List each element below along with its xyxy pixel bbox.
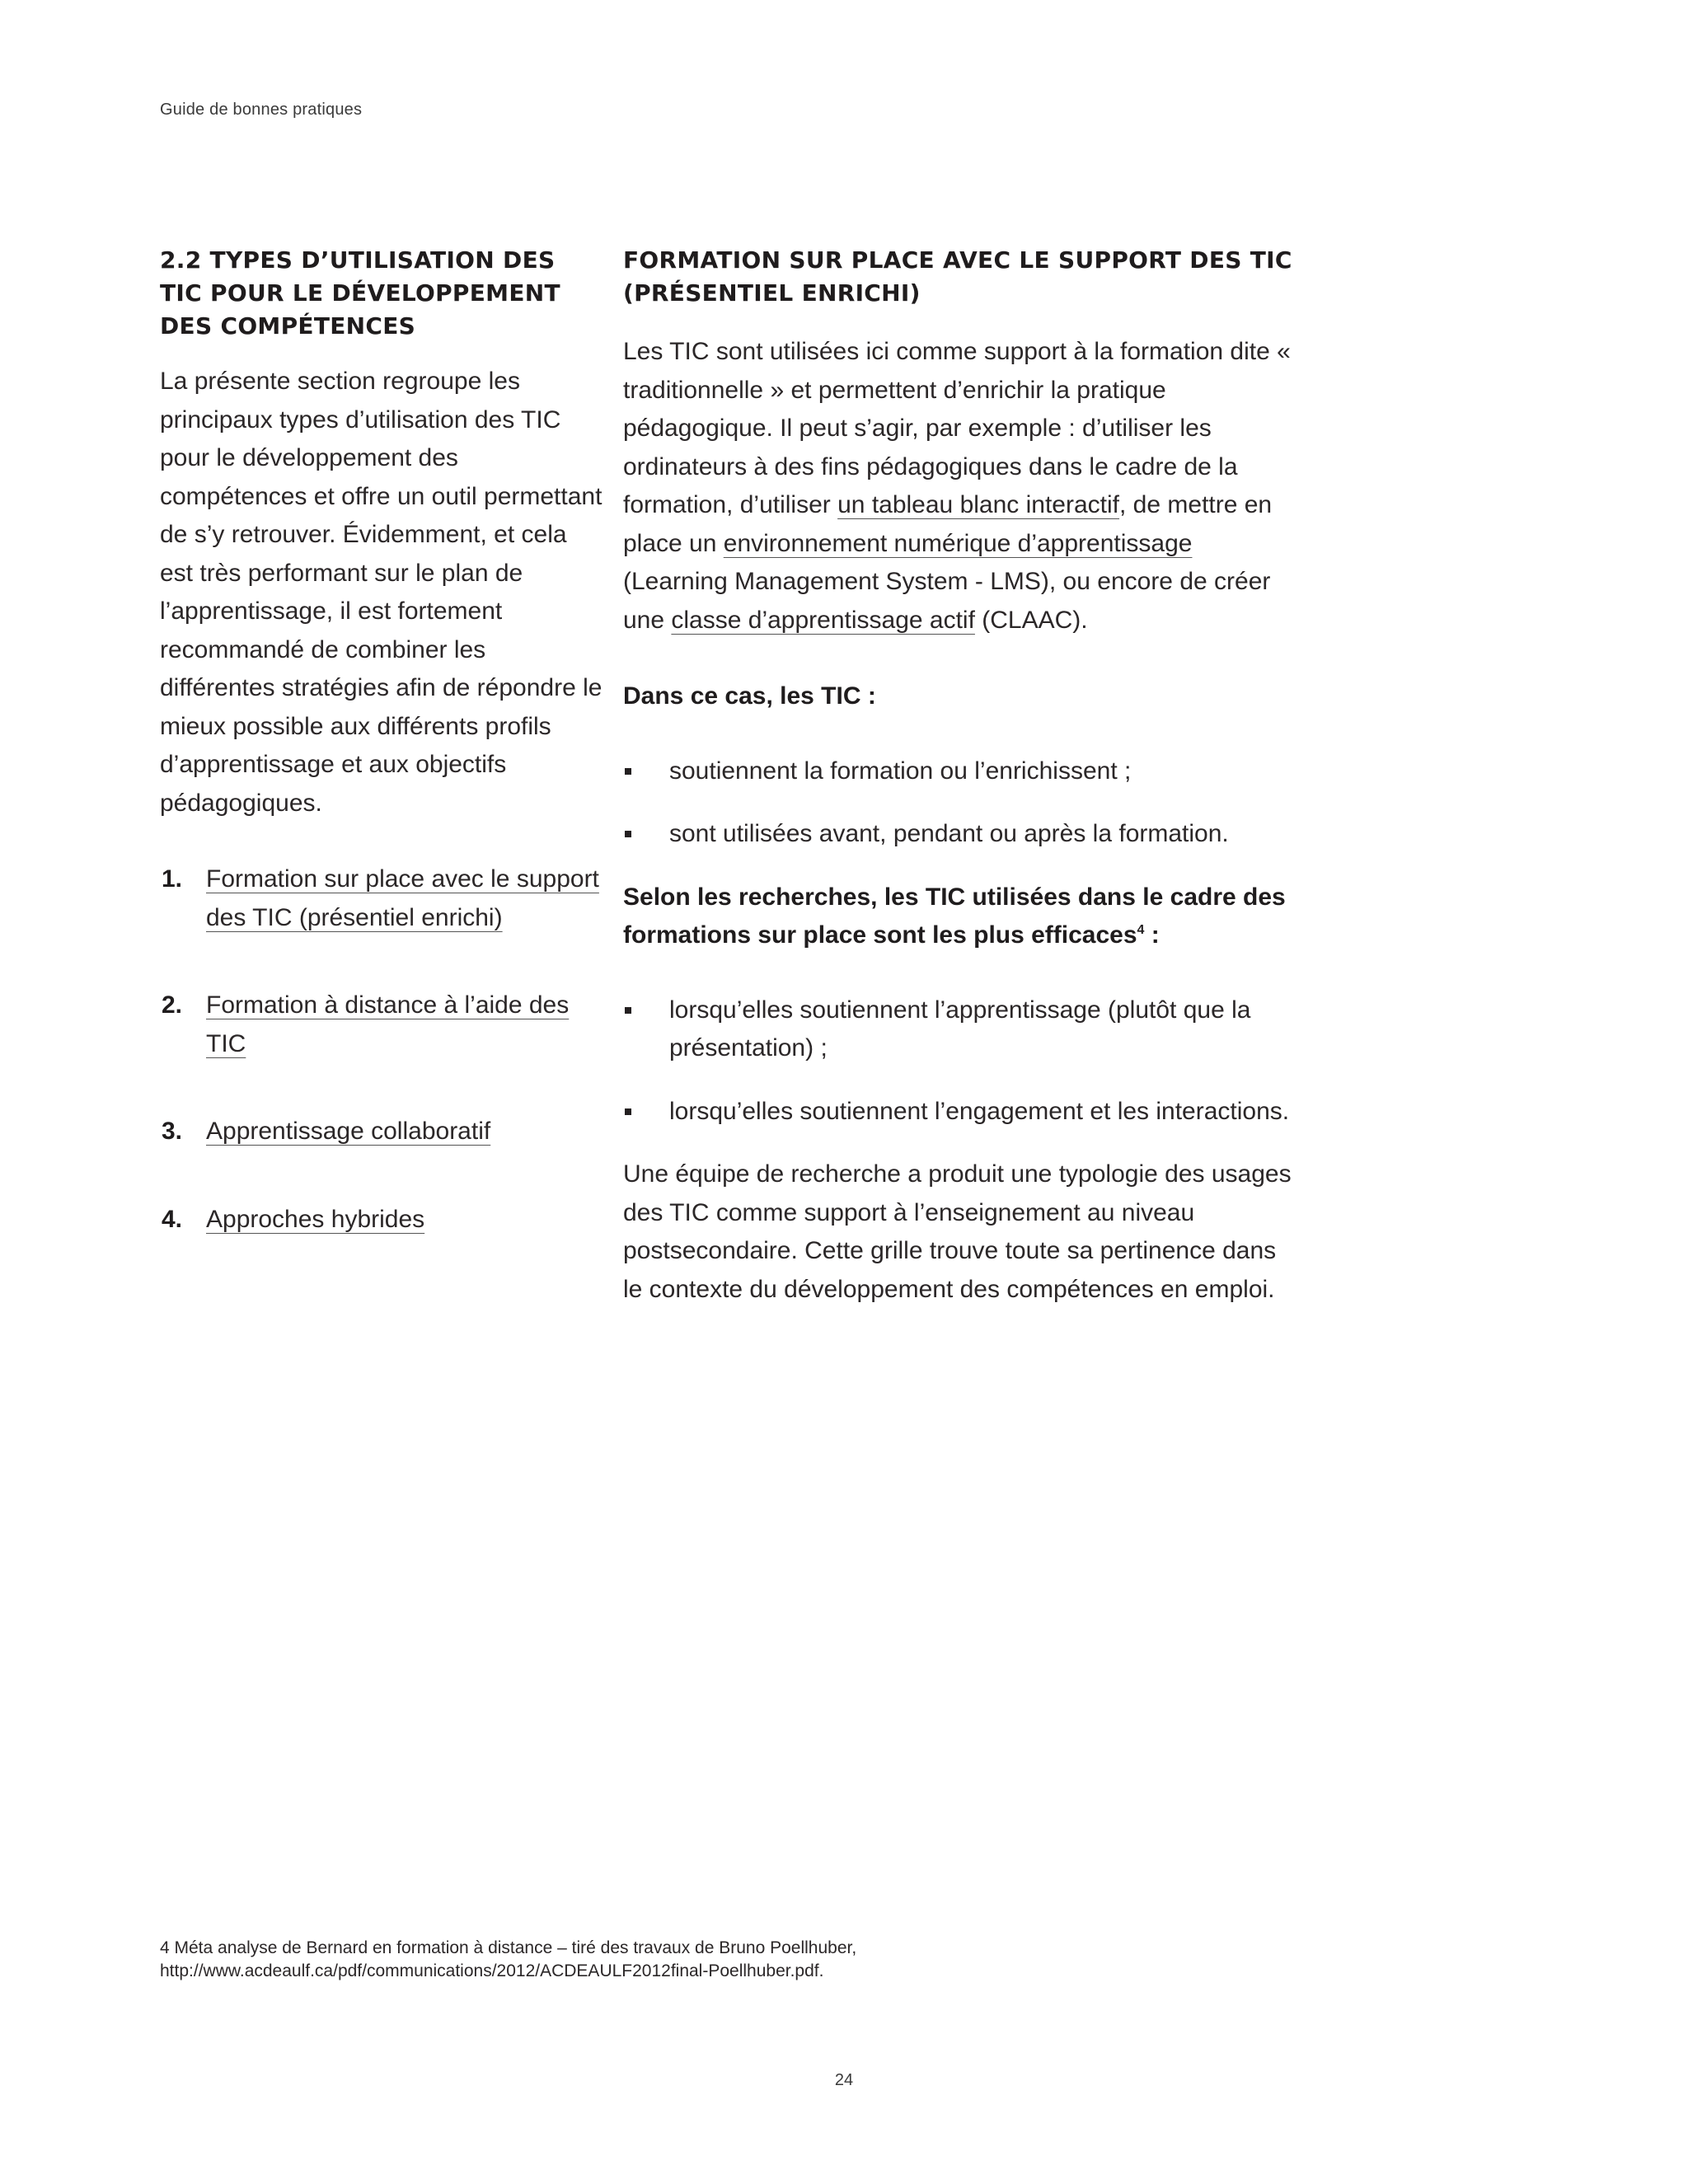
section-toc [160, 860, 605, 1239]
intro-text: , de mettre en place un [623, 491, 1273, 557]
square-bullet-icon [625, 1007, 631, 1014]
toc-number: 1. [162, 865, 183, 893]
toc-item-1 [160, 860, 605, 937]
toc-number: 3. [162, 1118, 183, 1145]
section-heading: 2.2 TYPES D’UTILISATION DES TIC POUR LE DÉVELOPPEMENT DES COMPÉTENCES [160, 246, 560, 340]
right-column [623, 244, 1299, 1309]
case-bullet-list [623, 752, 1299, 854]
section-intro: La présente section regroupe les principaux types d’utilisation des TIC pour le développement des compétences et offre un outil permettant de s’y retrouver. Évidemment, et cela est très performant sur le plan de l’apprentissage, il est fortement recommandé de combiner les différentes stratégies afin de répondre le mieux possible aux différents profils d’apprentissage et aux objectifs pédagogiques. [160, 368, 603, 817]
subsection-heading: FORMATION SUR PLACE AVEC LE SUPPORT DES TIC (PRÉSENTIEL ENRICHI) [623, 246, 1292, 307]
subsection-intro [623, 333, 1299, 640]
toc-link-apprentissage-collaboratif[interactable]: Apprentissage collaboratif [206, 1118, 491, 1145]
bullet-text: sont utilisées avant, pendant ou après la formation. [669, 820, 1229, 847]
bullet-item [623, 991, 1299, 1068]
link-environnement-numerique[interactable]: environnement numérique d’apprentissage [723, 529, 1193, 557]
page-number: 24 [834, 2071, 854, 2089]
running-header: Guide de bonnes pratiques [160, 101, 363, 119]
toc-item-2 [160, 987, 605, 1063]
research-heading-end: : [1144, 921, 1160, 949]
bullet-item [623, 1093, 1299, 1132]
bullet-text: lorsqu’elles soutiennent l’apprentissage (plutôt que la présentation) ; [669, 996, 1251, 1062]
intro-text: (CLAAC). [974, 606, 1088, 634]
toc-item-3 [160, 1113, 605, 1151]
bullet-item [623, 752, 1299, 791]
closing-paragraph: Une équipe de recherche a produit une typologie des usages des TIC comme support à l’enseignement au niveau postsecondaire. Cette grille trouve toute sa pertinence dans le contexte du développement des compétences en emploi. [623, 1160, 1292, 1303]
square-bullet-icon [625, 768, 631, 775]
bullet-text: soutiennent la formation ou l’enrichissent ; [669, 757, 1132, 785]
left-column [160, 244, 605, 1288]
toc-number: 4. [162, 1205, 183, 1233]
footnote-ref: 4 [1137, 923, 1145, 937]
research-heading [623, 879, 1299, 955]
bullet-item [623, 815, 1299, 854]
square-bullet-icon [625, 831, 631, 837]
research-heading-text: Selon les recherches, les TIC utilisées dans le cadre des formations sur place sont les plus efficaces [623, 883, 1286, 949]
link-classe-apprentissage-actif[interactable]: classe d’apprentissage actif [671, 606, 975, 634]
toc-link-formation-a-distance[interactable]: Formation à distance à l’aide des TIC [206, 991, 570, 1057]
square-bullet-icon [625, 1108, 631, 1115]
toc-link-approches-hybrides[interactable]: Approches hybrides [206, 1205, 425, 1233]
research-bullet-list [623, 991, 1299, 1132]
intro-text: Les TIC sont utilisées ici comme support à la formation dite « traditionnelle » et permettent d’enrichir la pratique pédagogique. Il peut s’agir, par exemple : d’utiliser les ordinateurs à des fins pédagogiques dans le cadre de la formation, d’utiliser [623, 338, 1291, 518]
toc-item-4 [160, 1201, 605, 1240]
toc-link-formation-sur-place[interactable]: Formation sur place avec le support des TIC (présentiel enrichi) [206, 865, 599, 931]
intro-text: (Learning Management System - LMS), ou encore de créer une [623, 568, 1271, 634]
footnote: 4 Méta analyse de Bernard en formation à distance – tiré des travaux de Bruno Poellhuber, http://www.acdeaulf.ca/pdf/communications/2012/ACDEAULF2012final-Poellhuber.pdf. [160, 1938, 857, 1980]
bullet-text: lorsqu’elles soutiennent l’engagement et les interactions. [669, 1097, 1290, 1125]
link-tableau-blanc-interactif[interactable]: un tableau blanc interactif [837, 491, 1120, 518]
case-heading: Dans ce cas, les TIC : [623, 682, 876, 710]
toc-number: 2. [162, 991, 183, 1019]
